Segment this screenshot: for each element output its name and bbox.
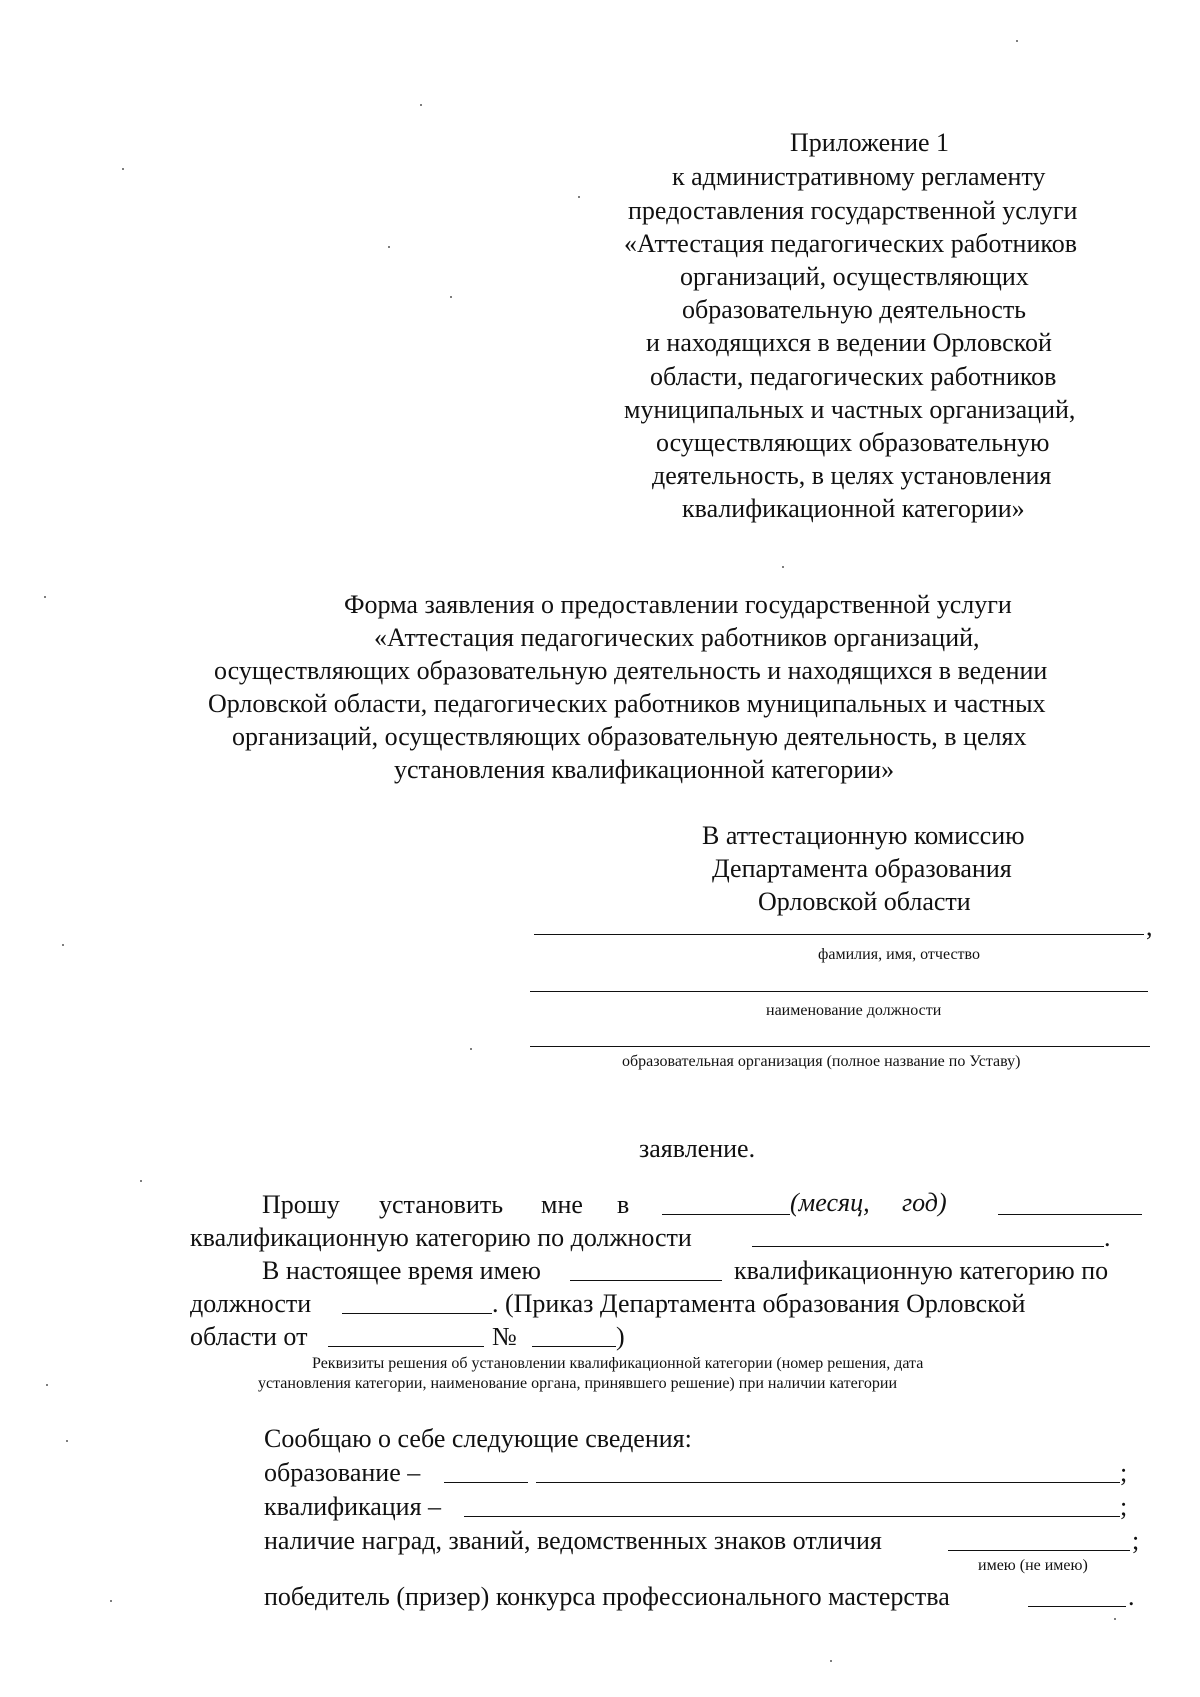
scan-speck bbox=[140, 1180, 142, 1182]
appendix-line: квалификационной категории» bbox=[682, 494, 1025, 523]
appendix-line: Приложение 1 bbox=[790, 128, 950, 157]
organization-field[interactable] bbox=[530, 1046, 1150, 1047]
organization-caption: образовательная организация (полное название по Уставу) bbox=[622, 1053, 1021, 1070]
scan-speck bbox=[1016, 40, 1018, 42]
number-sign: № bbox=[492, 1322, 517, 1351]
education-field[interactable] bbox=[536, 1482, 1120, 1483]
scan-speck bbox=[122, 168, 124, 170]
appendix-line: деятельность, в целях установления bbox=[652, 461, 1052, 490]
scan-speck bbox=[578, 196, 580, 198]
education-field-short[interactable] bbox=[444, 1482, 528, 1483]
order-date-field[interactable] bbox=[328, 1346, 484, 1347]
details-caption-1: Реквизиты решения об установлении квалификационной категории (номер решения, дата bbox=[312, 1355, 924, 1372]
scan-speck bbox=[110, 1600, 112, 1602]
scan-speck bbox=[1114, 1618, 1116, 1620]
winner-field[interactable] bbox=[1028, 1606, 1126, 1607]
month-year-hint: (месяц, bbox=[790, 1188, 870, 1217]
awards-label: наличие наград, званий, ведомственных знаков отличия bbox=[264, 1526, 882, 1555]
appendix-line: к административному регламенту bbox=[672, 162, 1046, 191]
addressee-line: В аттестационную комиссию bbox=[702, 821, 1025, 850]
appendix-line: предоставления государственной услуги bbox=[628, 196, 1078, 225]
year-hint: год) bbox=[902, 1188, 947, 1217]
scan-speck bbox=[66, 1440, 68, 1442]
qualification-label: квалификация – bbox=[264, 1492, 442, 1521]
period: . bbox=[1104, 1223, 1111, 1252]
have-caption: имею (не имею) bbox=[978, 1557, 1088, 1574]
category-line-text: квалификационную категорию по должности bbox=[190, 1223, 692, 1252]
position-request-field[interactable] bbox=[752, 1246, 1104, 1247]
position-word: должности bbox=[190, 1289, 312, 1318]
scan-speck bbox=[46, 1384, 48, 1386]
addressee-line: Орловской области bbox=[758, 887, 971, 916]
category-field[interactable] bbox=[998, 1214, 1142, 1215]
addressee-line: Департамента образования bbox=[712, 854, 1012, 883]
order-number-field[interactable] bbox=[532, 1346, 616, 1347]
semicolon: ; bbox=[1132, 1526, 1140, 1555]
appendix-line: муниципальных и частных организаций, bbox=[624, 395, 1076, 424]
statement-heading: заявление. bbox=[639, 1134, 756, 1163]
fio-caption: фамилия, имя, отчество bbox=[818, 946, 980, 963]
month-field[interactable] bbox=[662, 1214, 790, 1215]
semicolon: ; bbox=[1120, 1492, 1128, 1521]
scan-speck bbox=[44, 596, 46, 598]
appendix-line: области, педагогических работников bbox=[650, 362, 1057, 391]
current-category-prefix: В настоящее время имею bbox=[262, 1256, 541, 1285]
word: Прошу bbox=[262, 1190, 340, 1219]
education-label: образование – bbox=[264, 1458, 421, 1487]
appendix-line: образовательную деятельность bbox=[682, 295, 1027, 324]
period: . bbox=[1128, 1582, 1135, 1611]
word: мне bbox=[541, 1190, 583, 1219]
word: в bbox=[617, 1190, 630, 1219]
scan-speck bbox=[62, 944, 64, 946]
scan-speck bbox=[830, 1660, 832, 1662]
close-paren: ) bbox=[616, 1322, 625, 1351]
appendix-line: «Аттестация педагогических работников bbox=[624, 229, 1077, 258]
form-title-line: «Аттестация педагогических работников организаций, bbox=[374, 623, 980, 652]
fio-comma: , bbox=[1146, 912, 1153, 941]
fio-field[interactable] bbox=[534, 934, 1144, 935]
region-from: области от bbox=[190, 1322, 308, 1351]
current-category-suffix: квалификационную категорию по bbox=[734, 1256, 1109, 1285]
winner-label: победитель (призер) конкурса профессионального мастерства bbox=[264, 1582, 950, 1611]
details-caption-2: установления категории, наименование органа, принявшего решение) при наличии категории bbox=[258, 1375, 897, 1392]
scan-speck bbox=[420, 104, 422, 106]
awards-field[interactable] bbox=[948, 1550, 1130, 1551]
position-field[interactable] bbox=[530, 991, 1148, 992]
qualification-field[interactable] bbox=[464, 1516, 1120, 1517]
info-intro: Сообщаю о себе следующие сведения: bbox=[264, 1424, 692, 1453]
form-title-line: осуществляющих образовательную деятельность и находящихся в ведении bbox=[214, 656, 1048, 685]
scan-speck bbox=[450, 296, 452, 298]
scan-speck bbox=[388, 246, 390, 248]
appendix-line: осуществляющих образовательную bbox=[656, 428, 1050, 457]
order-text: . (Приказ Департамента образования Орловской bbox=[492, 1289, 1026, 1318]
appendix-line: организаций, осуществляющих bbox=[680, 262, 1029, 291]
form-title-line: Орловской области, педагогических работников муниципальных и частных bbox=[208, 689, 1046, 718]
scan-speck bbox=[470, 1048, 472, 1050]
appendix-line: и находящихся в ведении Орловской bbox=[646, 328, 1052, 357]
semicolon: ; bbox=[1120, 1458, 1128, 1487]
form-title-line: организаций, осуществляющих образовательную деятельность, в целях bbox=[232, 722, 1027, 751]
scan-speck bbox=[782, 566, 784, 568]
current-category-field[interactable] bbox=[570, 1280, 722, 1281]
word: установить bbox=[379, 1190, 504, 1219]
form-title-line: Форма заявления о предоставлении государственной услуги bbox=[344, 590, 1012, 619]
form-title-line: установления квалификационной категории» bbox=[394, 755, 895, 784]
current-position-field[interactable] bbox=[342, 1313, 492, 1314]
position-caption: наименование должности bbox=[766, 1002, 942, 1019]
